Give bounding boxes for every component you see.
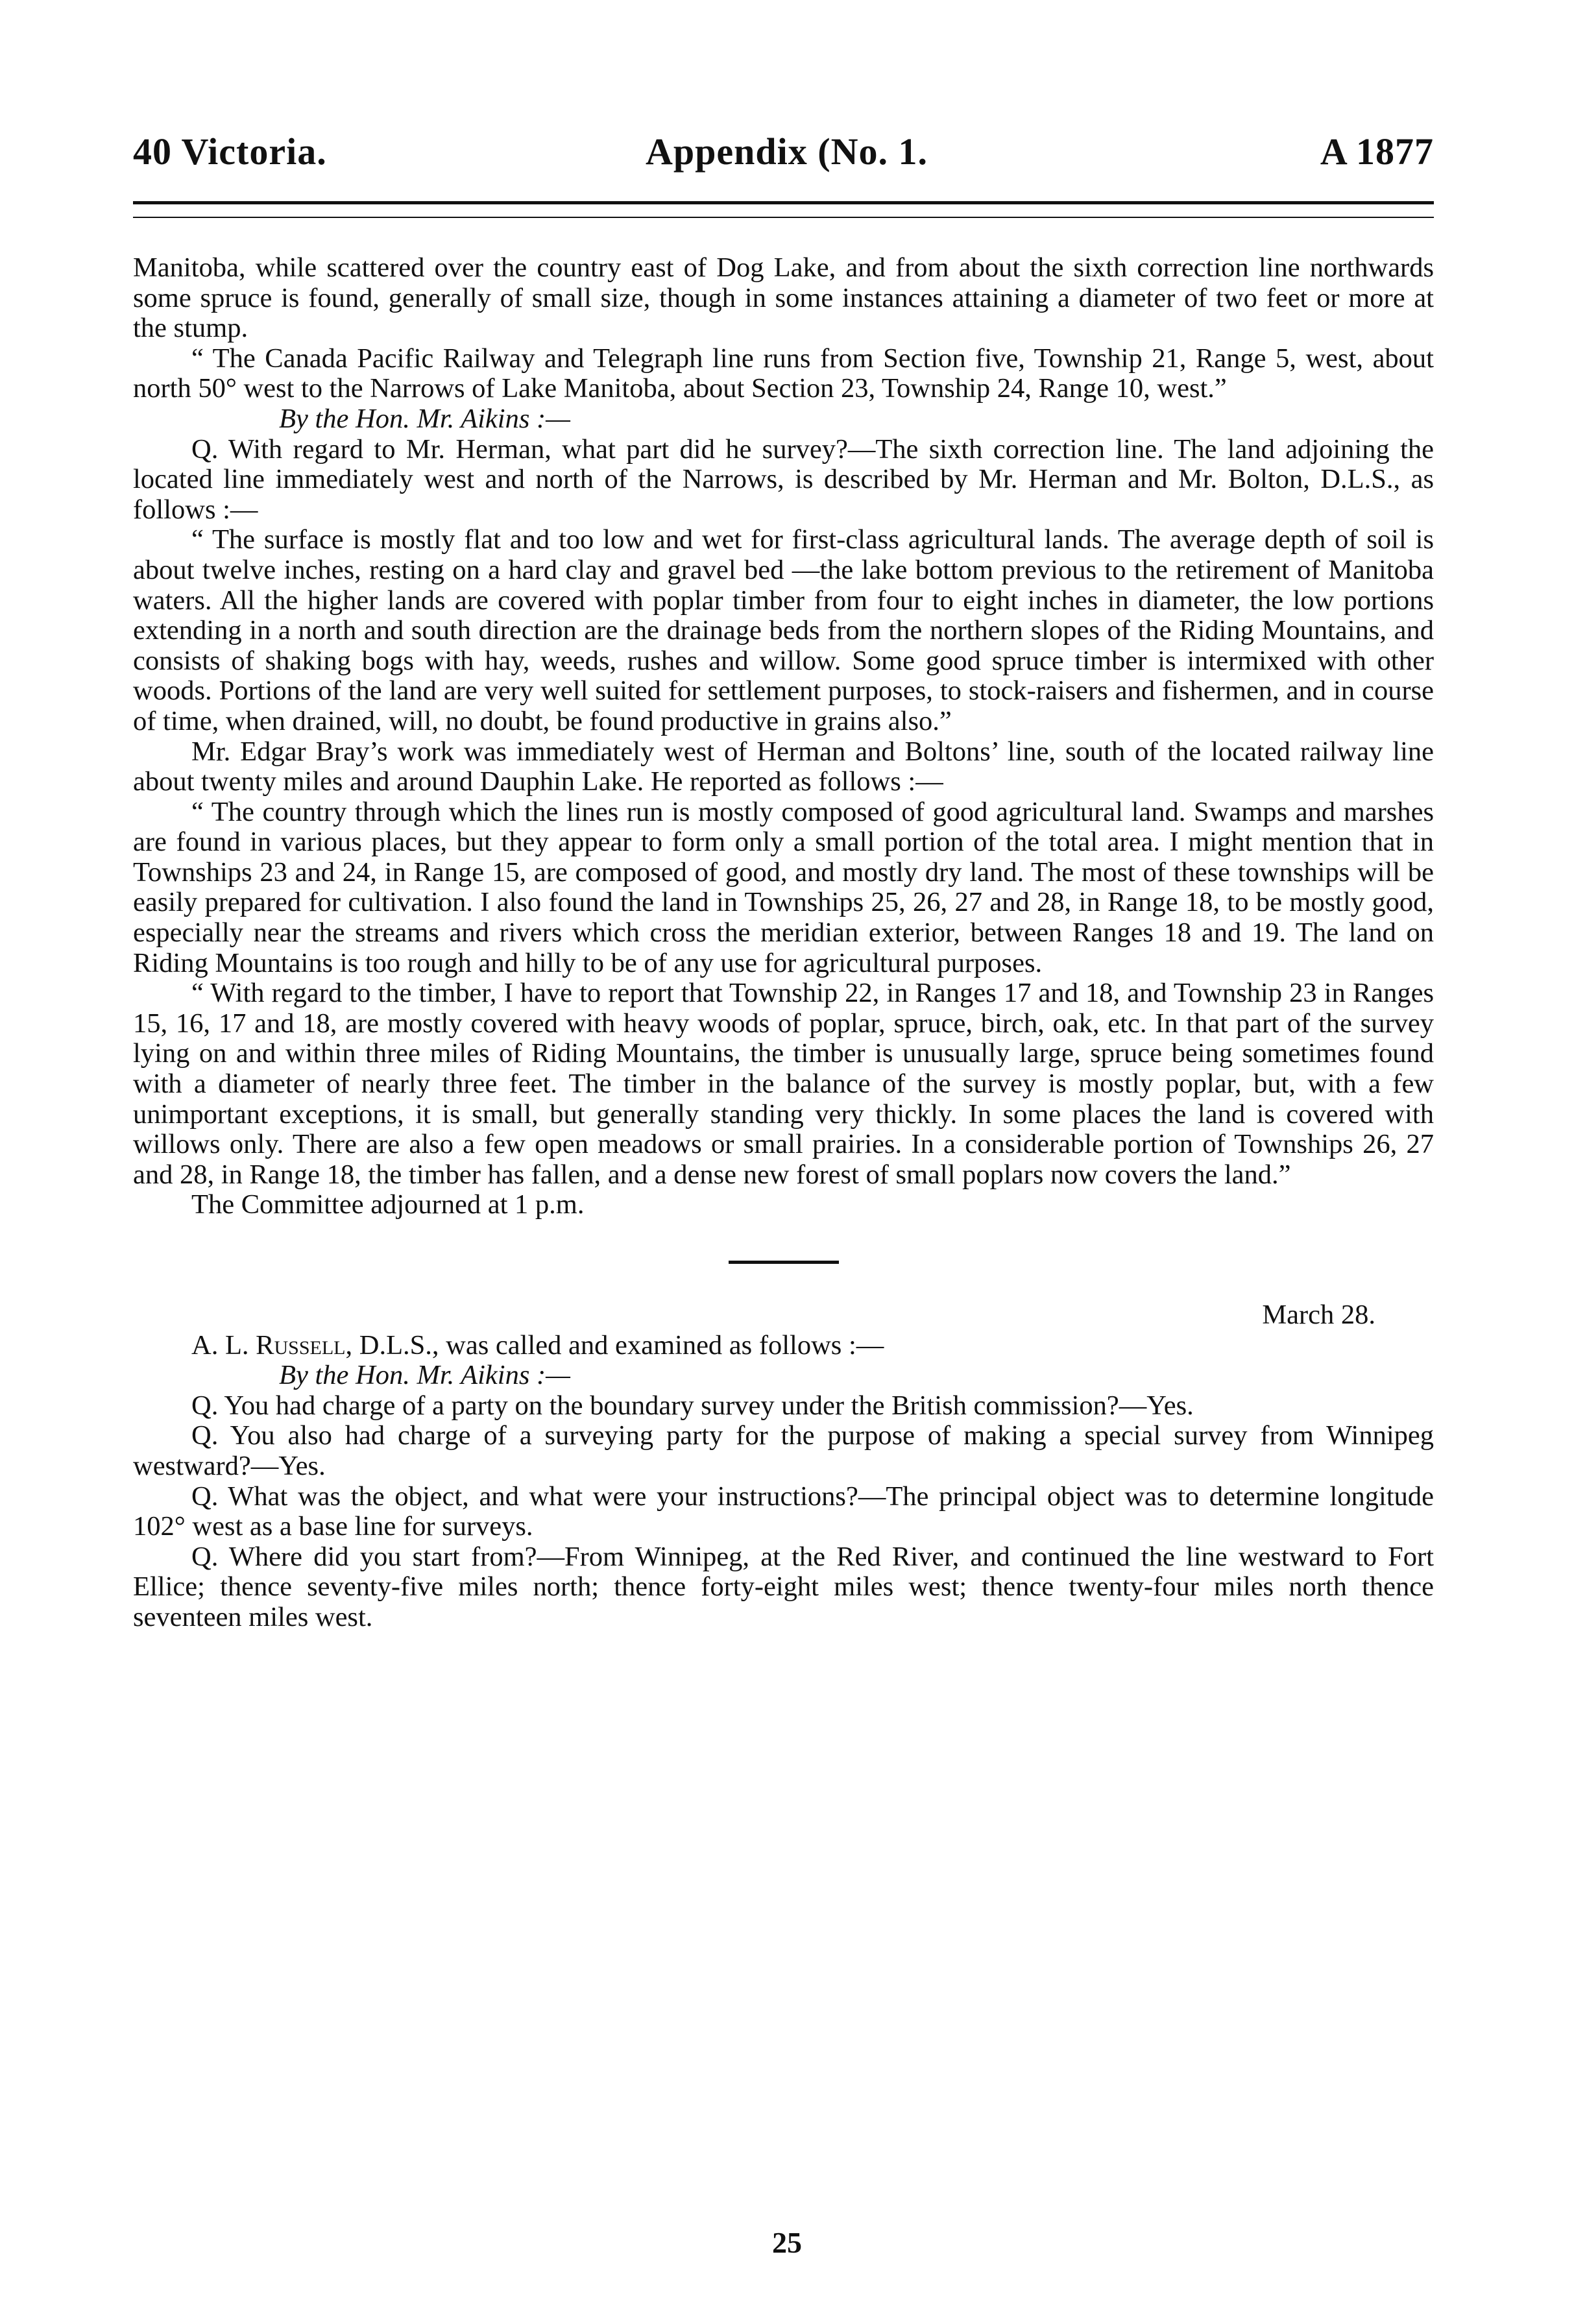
question-answer: Q. You also had charge of a surveying party for the purpose of making a special survey from Winnipeg westward?—Yes. <box>133 1420 1434 1481</box>
byline: By the Hon. Mr. Aikins :— <box>279 403 570 434</box>
paragraph: Q. With regard to Mr. Herman, what part did he survey?—The sixth correction line. The land adjoining the located line immediately west and north of the Narrows, is described by Mr. Herman and Mr. Bolton, D.L.S., as follows :— <box>133 433 1434 525</box>
page-number: 25 <box>772 2226 802 2259</box>
header-rule-thick <box>133 201 1434 204</box>
paragraph: “ The country through which the lines run is mostly composed of good agricultural land. Swamps and marshes are found in various places, but they appear to form only a small portion of the total area. I might mention that in Townships 23 and 24, in Range 15, are composed of good, and mostly dry land. The most of these townships will be easily prepared for cultivation. I also found the land in Townships 25, 26, 27 and 28, in Range 18, to be mostly good, especially near the streams and rivers which cross the meridian exterior, between Ranges 18 and 19. The land on Riding Mountains is too rough and hilly to be of any use for agricultural purposes. <box>133 796 1434 978</box>
paragraph: “ The surface is mostly flat and too low and wet for first-class agricultural lands. The average depth of soil is about twelve inches, resting on a hard clay and gravel bed —the lake bottom previous to the retirement of Manitoba waters. All the higher lands are covered with poplar timber from four to eight inches in diameter, the low portions extending in a north and south direction are the drainage beds from the northern slopes of the Riding Mountains, and consists of shaking bogs with hay, weeds, rushes and willow. Some good spruce timber is intermixed with other woods. Portions of the land are very well suited for settlement purposes, to stock-raisers and fishermen, and in course of time, when drained, will, no doubt, be found productive in grains also.” <box>133 524 1434 736</box>
dateline: March 28. <box>1262 1300 1375 1330</box>
section-separator <box>729 1261 839 1264</box>
paragraph: Mr. Edgar Bray’s work was immediately west of Herman and Boltons’ line, south of the located railway line about twenty miles and around Dauphin Lake. He reported as follows :— <box>133 736 1434 797</box>
header-session: 40 Victoria. <box>133 130 327 173</box>
witness-intro-text: , D.L.S., was called and examined as follows :— <box>345 1329 884 1361</box>
header-rule-thin <box>133 217 1434 218</box>
question-answer: Q. You had charge of a party on the boundary survey under the British commission?—Yes. <box>191 1390 1194 1421</box>
question-answer: Q. Where did you start from?—From Winnipeg, at the Red River, and continued the line westward to Fort Ellice; thence seventy-five miles north; thence forty-eight miles west; thence twenty-four miles north thence seventeen miles west. <box>133 1541 1434 1632</box>
adjournment-note: The Committee adjourned at 1 p.m. <box>191 1189 585 1220</box>
byline: By the Hon. Mr. Aikins :— <box>279 1360 570 1391</box>
paragraph: Manitoba, while scattered over the country east of Dog Lake, and from about the sixth correction line northwards some spruce is found, generally of small size, though in some instances attaining a diameter of two feet or more at the stump. <box>133 252 1434 344</box>
body-text <box>133 253 1434 1633</box>
running-header <box>133 130 1434 188</box>
question-answer: Q. What was the object, and what were your instructions?—The principal object was to determine longitude 102° west as a base line for surveys. <box>133 1481 1434 1542</box>
witness-name: A. L. Russell <box>191 1329 346 1361</box>
paragraph: “ With regard to the timber, I have to report that Township 22, in Ranges 17 and 18, and Township 23 in Ranges 15, 16, 17 and 18, are mostly covered with heavy woods of poplar, spruce, birch, oak, etc. In that part of the survey lying on and within three miles of Riding Mountains, the timber is unusually large, spruce being sometimes found with a diameter of nearly three feet. The timber in the balance of the survey is mostly poplar, but, with a few unimportant exceptions, it is small, but generally standing very thickly. In some places the land is covered with willows only. There are also a few open meadows or small prairies. In a considerable portion of Townships 26, 27 and 28, in Range 18, the timber has fallen, and a dense new forest of small poplars now covers the land.” <box>133 978 1434 1190</box>
header-year: A 1877 <box>1320 130 1434 173</box>
paragraph: “ The Canada Pacific Railway and Telegraph line runs from Section five, Township 21, Range 5, west, about north 50° west to the Narrows of Lake Manitoba, about Section 23, Township 24, Range 10, west.” <box>133 343 1434 404</box>
header-appendix: Appendix (No. 1. <box>646 130 928 173</box>
witness-intro <box>133 1331 1434 1361</box>
